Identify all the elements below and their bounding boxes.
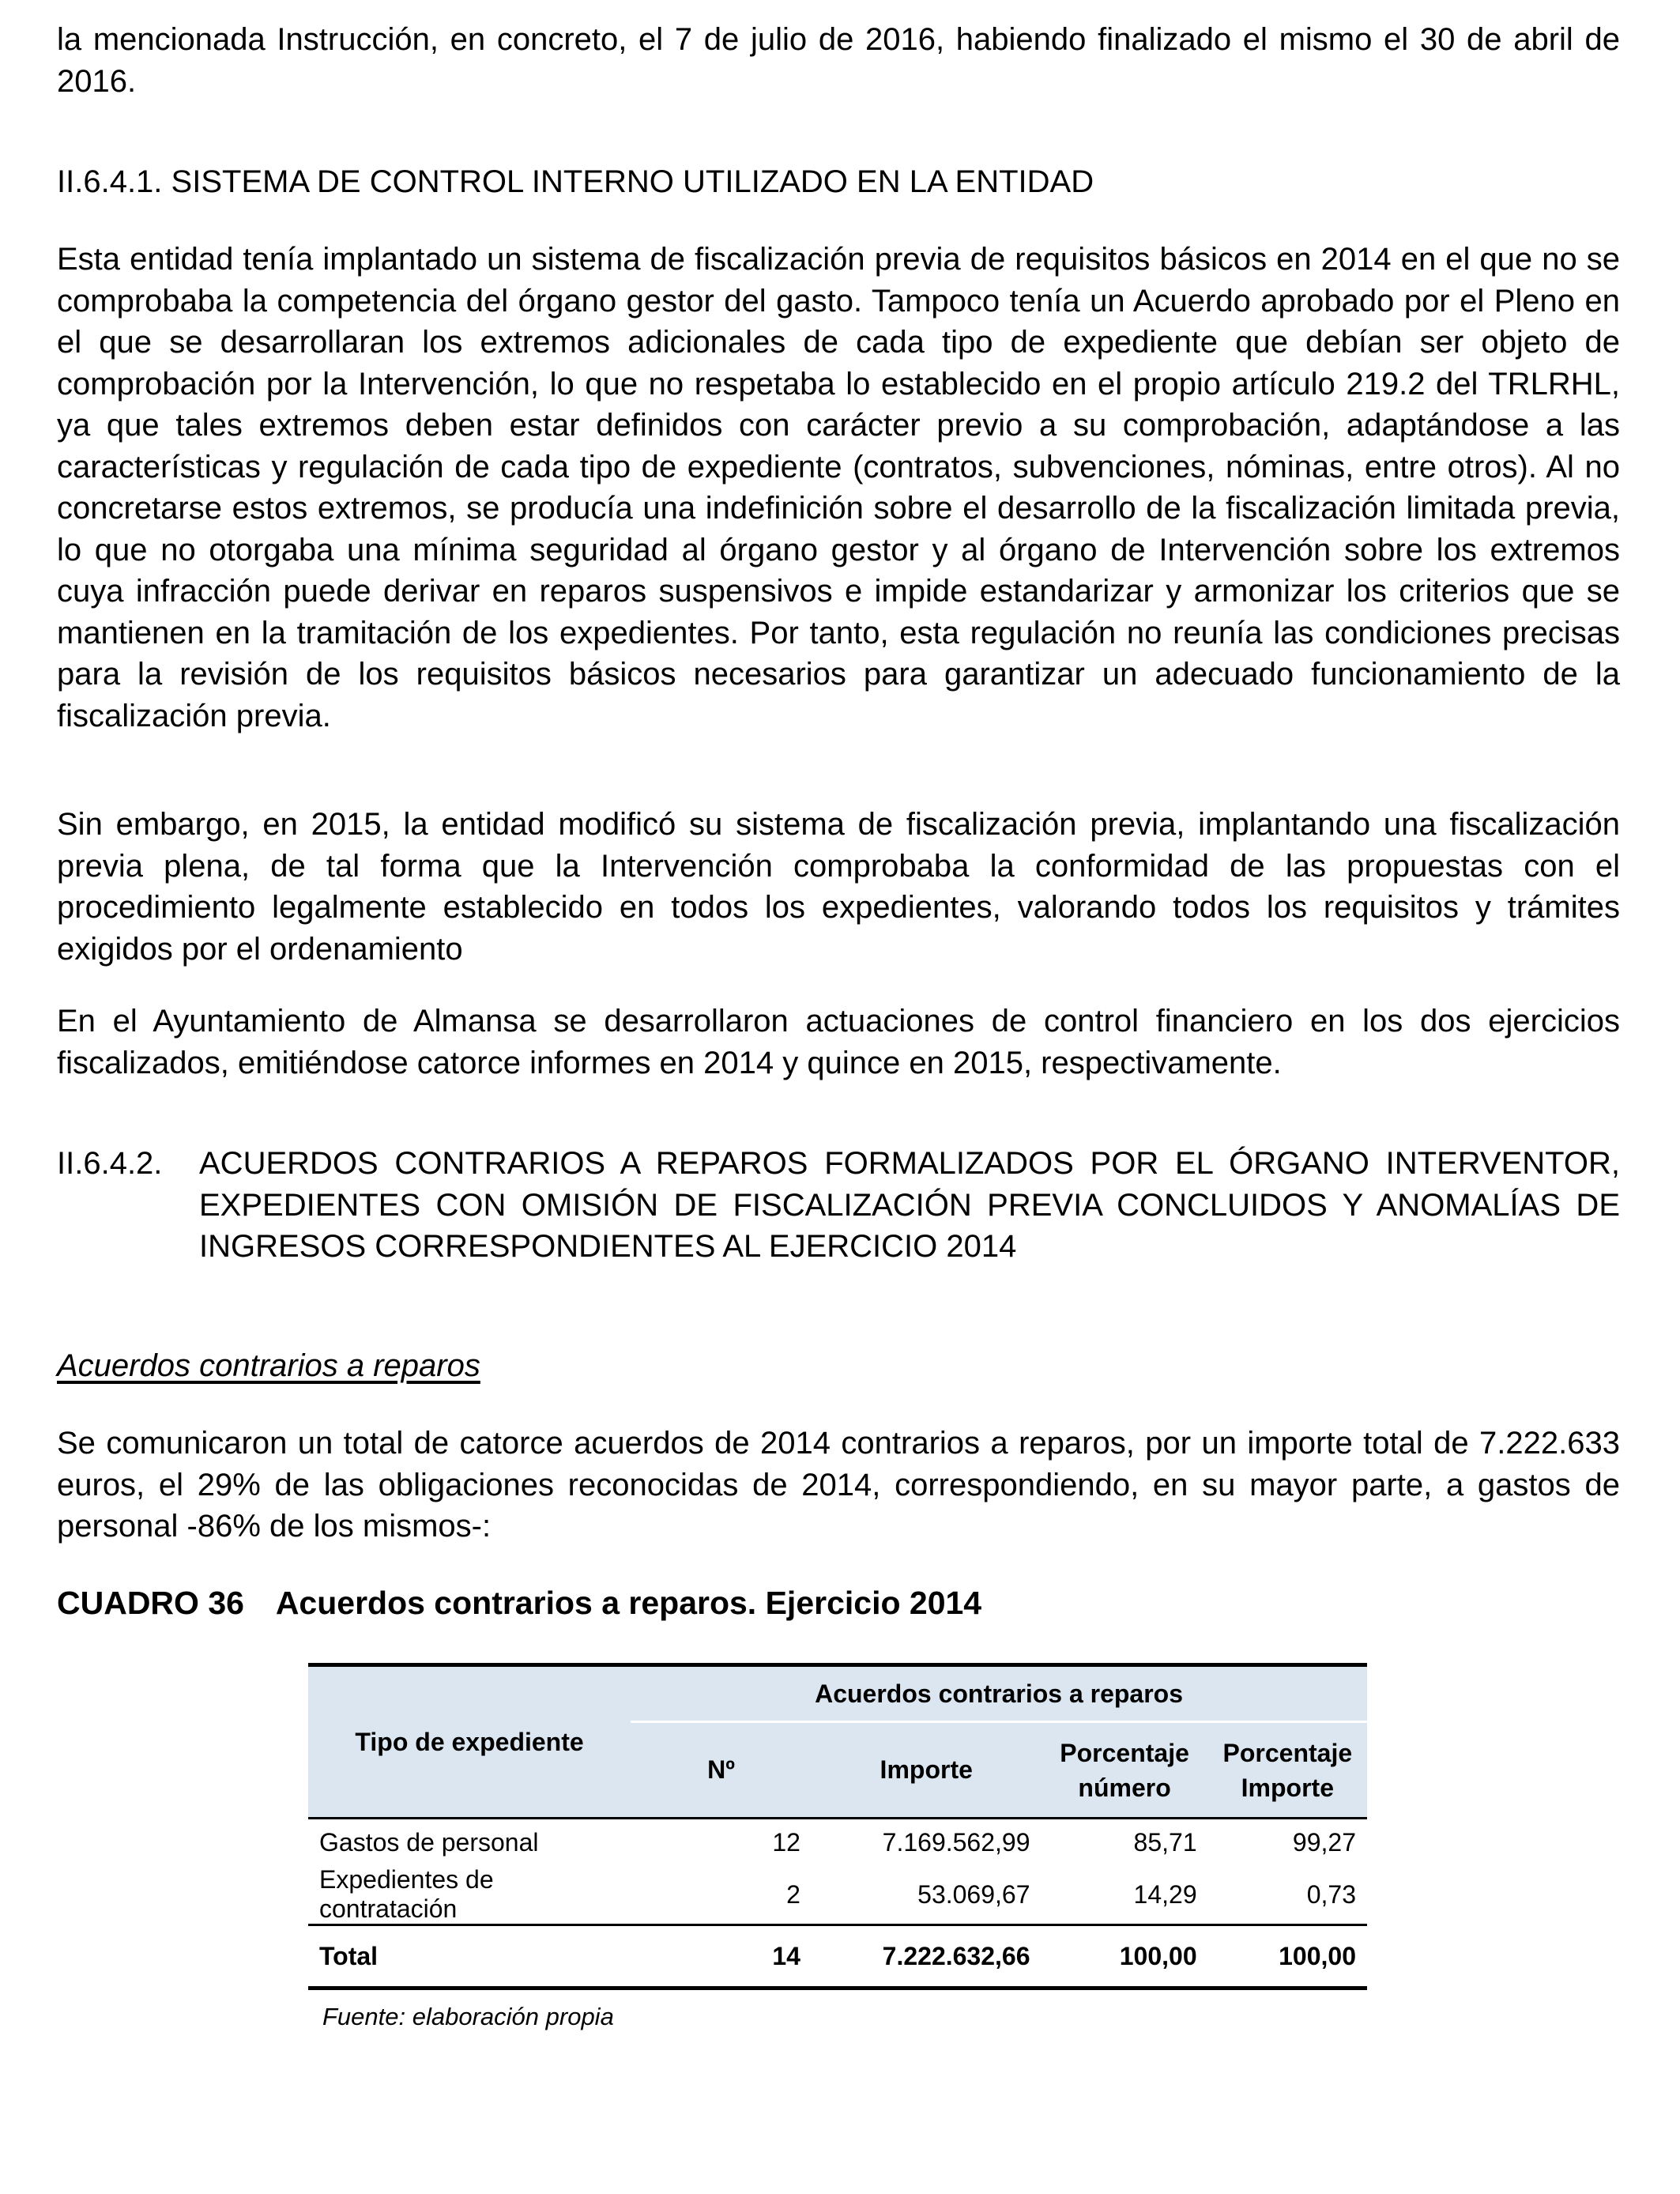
section-title: ACUERDOS CONTRARIOS A REPAROS FORMALIZADOS POR EL ÓRGANO INTERVENTOR, EXPEDIENTES CON OMISIÓN DE FISCALIZACIÓN PREVIA CONCLUIDOS Y ANOMALÍAS DE INGRESOS CORRESPONDIENTES AL EJERCICIO 2014	[199, 1146, 1620, 1264]
table-row	[308, 1865, 1367, 1925]
table-caption-label: CUADRO 36	[57, 1585, 244, 1621]
paragraph-control-financiero: En el Ayuntamiento de Almansa se desarrollaron actuaciones de control financiero en los dos ejercicios fiscalizados, emitiéndose catorce informes en 2014 y quince en 2015, respectivamente.	[57, 1004, 1620, 1080]
cell-n: 12	[772, 1827, 800, 1857]
cell-importe: 7.169.562,99	[882, 1827, 1030, 1857]
cell-tipo: Expedientes de contratación	[319, 1865, 494, 1923]
cell-total-n: 14	[631, 1925, 812, 1989]
cell-pct-numero: 85,71	[1133, 1827, 1197, 1857]
cell-n: 2	[786, 1879, 800, 1909]
header-pct-importe: Porcentaje Importe	[1222, 1738, 1353, 1802]
table-caption-title: Acuerdos contrarios a reparos. Ejercicio 2014	[275, 1585, 982, 1621]
paragraph-control-system-2015: Sin embargo, en 2015, la entidad modificó su sistema de fiscalización previa, implantando una fiscalización previa plena, de tal forma que la Intervención comprobaba la conformidad de las propuestas con el procedimiento legalmente establecido en todos los expedientes, valorando todos los requisitos y trámites exigidos por el ordenamiento	[57, 807, 1620, 967]
header-pct-numero: Porcentaje número	[1060, 1738, 1189, 1802]
table-container	[308, 1663, 1367, 2031]
cell-pct-importe: 0,73	[1306, 1879, 1356, 1909]
cell-total-importe: 7.222.632,66	[812, 1925, 1042, 1989]
cell-importe: 53.069,67	[917, 1879, 1030, 1909]
cell-tipo: Gastos de personal	[319, 1827, 539, 1857]
paragraph-acuerdos-summary: Se comunicaron un total de catorce acuerdos de 2014 contrarios a reparos, por un importe total de 7.222.633 euros, el 29% de las obligaciones reconocidas de 2014, correspondiendo, en su mayor parte, a gastos de personal -86% de los mismos-:	[57, 1426, 1620, 1544]
table-row	[308, 1819, 1367, 1866]
table-caption	[57, 1582, 1620, 1624]
header-tipo: Tipo de expediente	[308, 1665, 631, 1819]
paragraph-control-system-2014: Esta entidad tenía implantado un sistema de fiscalización previa de requisitos básicos en 2014 en el que no se comprobaba la competencia del órgano gestor del gasto. Tampoco tenía un Acuerdo aprobado por el Pleno en el que se desarrollaran los extremos adicionales de cada tipo de expediente que debían ser objeto de comprobación por la Intervención, lo que no respetaba lo establecido en el propio artículo 219.2 del TRLRHL, ya que tales extremos deben estar definidos con carácter previo a su comprobación, adaptándose a las características y regulación de cada tipo de expediente (contratos, subvenciones, nóminas, entre otros). Al no concretarse estos extremos, se producía una indefinición sobre el desarrollo de la fiscalización limitada previa, lo que no otorgaba una mínima seguridad al órgano gestor y al órgano de Intervención sobre los extremos cuya infracción puede derivar en reparos suspensivos e impide estandarizar y armonizar los criterios que se mantienen en la tramitación de los expedientes. Por tanto, esta regulación no reunía las condiciones precisas para la revisión de los requisitos básicos necesarios para garantizar un adecuado funcionamiento de la fiscalización previa.	[57, 242, 1620, 733]
header-n: Nº	[707, 1755, 735, 1784]
table-total-row	[308, 1925, 1367, 1989]
cell-total-label: Total	[308, 1925, 631, 1989]
cell-pct-numero: 14,29	[1133, 1879, 1197, 1909]
cell-total-pct-importe: 100,00	[1208, 1925, 1367, 1989]
subheading-acuerdos: Acuerdos contrarios a reparos	[57, 1348, 480, 1383]
cell-pct-importe: 99,27	[1292, 1827, 1356, 1857]
acuerdos-table	[308, 1663, 1367, 1990]
section-heading-ii-6-4-1: II.6.4.1. SISTEMA DE CONTROL INTERNO UTILIZADO EN LA ENTIDAD	[57, 164, 1094, 199]
paragraph-intro-continuation: la mencionada Instrucción, en concreto, el 7 de julio de 2016, habiendo finalizado el mismo el 30 de abril de 2016.	[57, 22, 1620, 99]
section-number: II.6.4.2.	[57, 1146, 163, 1181]
cell-total-pct-numero: 100,00	[1042, 1925, 1208, 1989]
header-group: Acuerdos contrarios a reparos	[631, 1665, 1367, 1722]
header-importe: Importe	[880, 1755, 973, 1784]
table-source: Fuente: elaboración propia	[322, 2003, 614, 2030]
section-heading-ii-6-4-2	[57, 1143, 1620, 1268]
